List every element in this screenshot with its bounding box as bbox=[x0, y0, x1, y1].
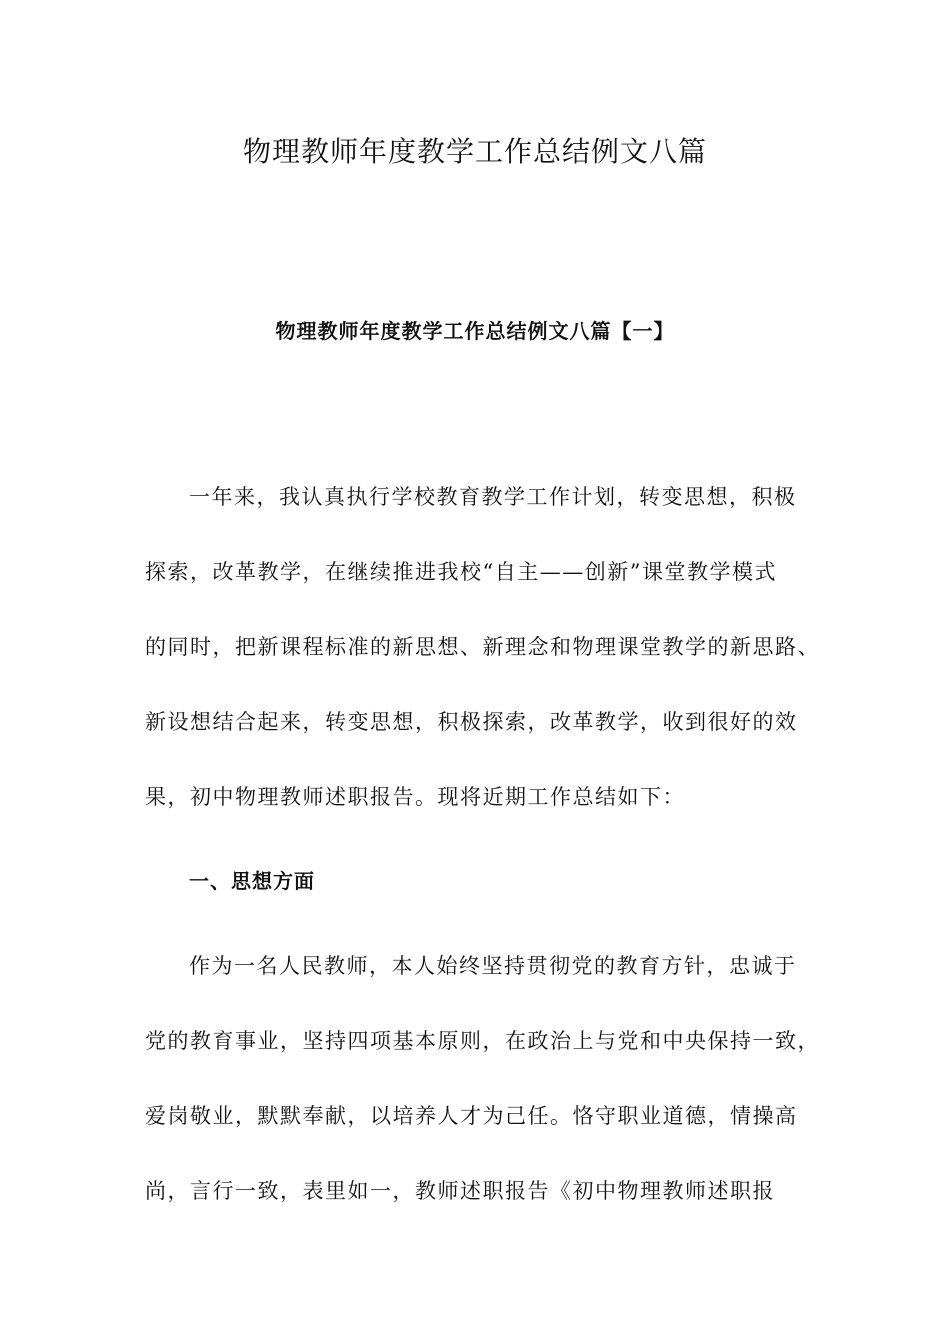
paragraph-line: 的同时，把新课程标准的新思想、新理念和物理课堂教学的新思路、 bbox=[145, 635, 820, 659]
subheading-thoughts: 一、思想方面 bbox=[189, 869, 315, 893]
paragraph-line: 果，初中物理教师述职报告。现将近期工作总结如下： bbox=[145, 785, 685, 809]
document-title: 物理教师年度教学工作总结例文八篇 bbox=[242, 135, 707, 168]
paragraph-line: 作为一名人民教师，本人始终坚持贯彻党的教育方针，忠诚于 bbox=[189, 954, 797, 978]
paragraph-line: 爱岗敬业，默默奉献，以培养人才为己任。恪守职业道德，情操高 bbox=[145, 1104, 798, 1128]
paragraph-line: 党的教育事业，坚持四项基本原则，在政治上与党和中央保持一致， bbox=[145, 1029, 820, 1053]
section-heading: 物理教师年度教学工作总结例文八篇【一】 bbox=[275, 319, 675, 343]
paragraph-line: 一年来，我认真执行学校教育教学工作计划，转变思想，积极 bbox=[189, 485, 797, 509]
paragraph-line: 尚，言行一致，表里如一，教师述职报告《初中物理教师述职报 bbox=[145, 1179, 775, 1203]
paragraph-line: 探索，改革教学，在继续推进我校“自主——创新”课堂教学模式 bbox=[145, 560, 777, 584]
paragraph-line: 新设想结合起来，转变思想，积极探索，改革教学，收到很好的效 bbox=[145, 710, 798, 734]
